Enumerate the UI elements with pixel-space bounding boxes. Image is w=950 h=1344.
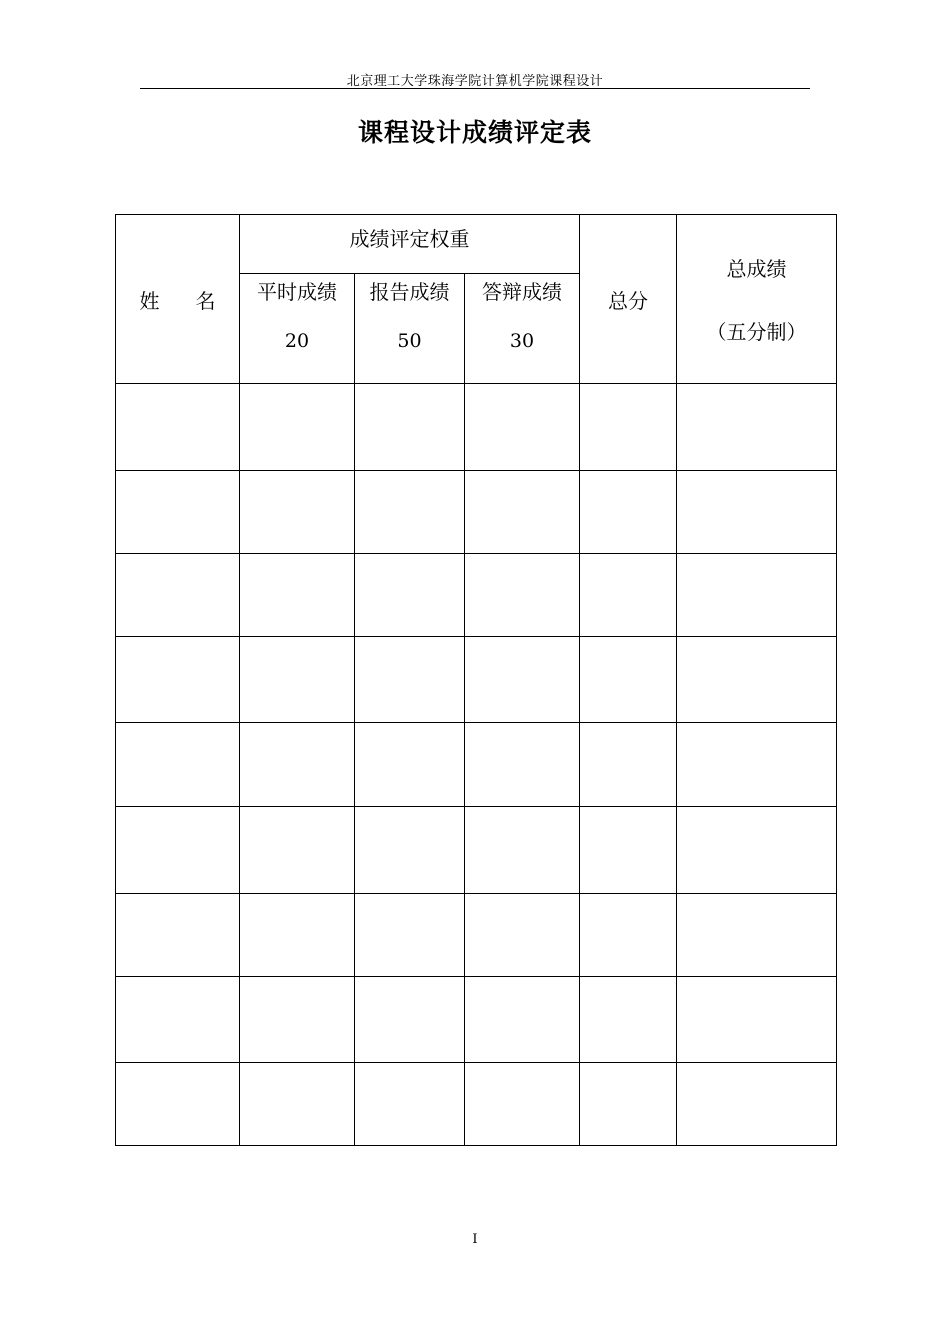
name-cell[interactable] xyxy=(116,807,240,894)
report-score-cell[interactable] xyxy=(355,1063,465,1146)
final-grade-cell[interactable] xyxy=(677,723,837,807)
total-score-cell[interactable] xyxy=(580,1063,677,1146)
report-score-cell[interactable] xyxy=(355,977,465,1063)
name-cell[interactable] xyxy=(116,554,240,637)
regular-score-cell[interactable] xyxy=(240,471,355,554)
table-row xyxy=(116,554,837,637)
report-score-cell[interactable] xyxy=(355,471,465,554)
total-score-cell[interactable] xyxy=(580,894,677,977)
table-header-row-1 xyxy=(116,215,837,274)
report-score-cell[interactable] xyxy=(355,807,465,894)
defense-score-cell[interactable] xyxy=(465,894,580,977)
final-grade-header-cell xyxy=(677,215,837,384)
name-cell[interactable] xyxy=(116,471,240,554)
name-cell[interactable] xyxy=(116,1063,240,1146)
table-row xyxy=(116,977,837,1063)
component-header-cell xyxy=(465,274,580,384)
final-grade-cell[interactable] xyxy=(677,977,837,1063)
table-row xyxy=(116,637,837,723)
total-header: 总分 xyxy=(608,288,649,313)
regular-score-cell[interactable] xyxy=(240,977,355,1063)
final-grade-cell[interactable] xyxy=(677,637,837,723)
total-score-cell[interactable] xyxy=(580,637,677,723)
regular-score-cell[interactable] xyxy=(240,637,355,723)
name-cell[interactable] xyxy=(116,723,240,807)
component-label: 平时成绩 xyxy=(257,280,337,304)
table-row xyxy=(116,723,837,807)
final-grade-cell[interactable] xyxy=(677,807,837,894)
final-grade-cell[interactable] xyxy=(677,1063,837,1146)
table-row xyxy=(116,384,837,471)
table-row xyxy=(116,471,837,554)
total-score-cell[interactable] xyxy=(580,471,677,554)
regular-score-cell[interactable] xyxy=(240,807,355,894)
weights-header: 成绩评定权重 xyxy=(349,227,470,251)
final-grade-cell[interactable] xyxy=(677,554,837,637)
defense-score-cell[interactable] xyxy=(465,554,580,637)
name-cell[interactable] xyxy=(116,384,240,471)
name-header: 姓名 xyxy=(139,288,252,313)
total-score-cell[interactable] xyxy=(580,384,677,471)
name-cell[interactable] xyxy=(116,637,240,723)
component-weight: 30 xyxy=(509,330,535,352)
defense-score-cell[interactable] xyxy=(465,807,580,894)
table-row xyxy=(116,1063,837,1146)
document-title: 课程设计成绩评定表 xyxy=(357,118,592,147)
name-header-cell xyxy=(116,215,252,384)
report-score-cell[interactable] xyxy=(355,384,465,471)
total-score-cell[interactable] xyxy=(580,554,677,637)
header-rule xyxy=(140,88,810,89)
defense-score-cell[interactable] xyxy=(465,1063,580,1146)
final-grade-scale: （五分制） xyxy=(706,320,807,344)
total-score-cell[interactable] xyxy=(580,723,677,807)
defense-score-cell[interactable] xyxy=(465,637,580,723)
grade-table xyxy=(115,214,837,1146)
running-header: 北京理工大学珠海学院计算机学院课程设计 xyxy=(346,74,604,89)
final-grade-cell[interactable] xyxy=(677,471,837,554)
component-label: 答辩成绩 xyxy=(482,280,562,304)
component-weight: 20 xyxy=(284,330,310,352)
table-body xyxy=(116,384,837,1146)
final-grade-cell[interactable] xyxy=(677,894,837,977)
total-score-cell[interactable] xyxy=(580,807,677,894)
defense-score-cell[interactable] xyxy=(465,384,580,471)
report-score-cell[interactable] xyxy=(355,723,465,807)
defense-score-cell[interactable] xyxy=(465,723,580,807)
total-score-cell[interactable] xyxy=(580,977,677,1063)
final-grade-cell[interactable] xyxy=(677,384,837,471)
table-row xyxy=(116,807,837,894)
regular-score-cell[interactable] xyxy=(240,554,355,637)
component-header-cell xyxy=(355,274,465,384)
table-row xyxy=(116,894,837,977)
regular-score-cell[interactable] xyxy=(240,723,355,807)
regular-score-cell[interactable] xyxy=(240,384,355,471)
name-cell[interactable] xyxy=(116,894,240,977)
name-cell[interactable] xyxy=(116,977,240,1063)
page-number: I xyxy=(472,1232,478,1247)
report-score-cell[interactable] xyxy=(355,894,465,977)
defense-score-cell[interactable] xyxy=(465,471,580,554)
weights-header-cell xyxy=(240,215,580,274)
component-weight: 50 xyxy=(397,330,422,352)
regular-score-cell[interactable] xyxy=(240,894,355,977)
component-header-cell xyxy=(240,274,355,384)
report-score-cell[interactable] xyxy=(355,637,465,723)
defense-score-cell[interactable] xyxy=(465,977,580,1063)
total-header-cell xyxy=(580,215,677,384)
regular-score-cell[interactable] xyxy=(240,1063,355,1146)
final-grade-header: 总成绩 xyxy=(726,257,787,281)
report-score-cell[interactable] xyxy=(355,554,465,637)
component-label: 报告成绩 xyxy=(369,280,450,304)
